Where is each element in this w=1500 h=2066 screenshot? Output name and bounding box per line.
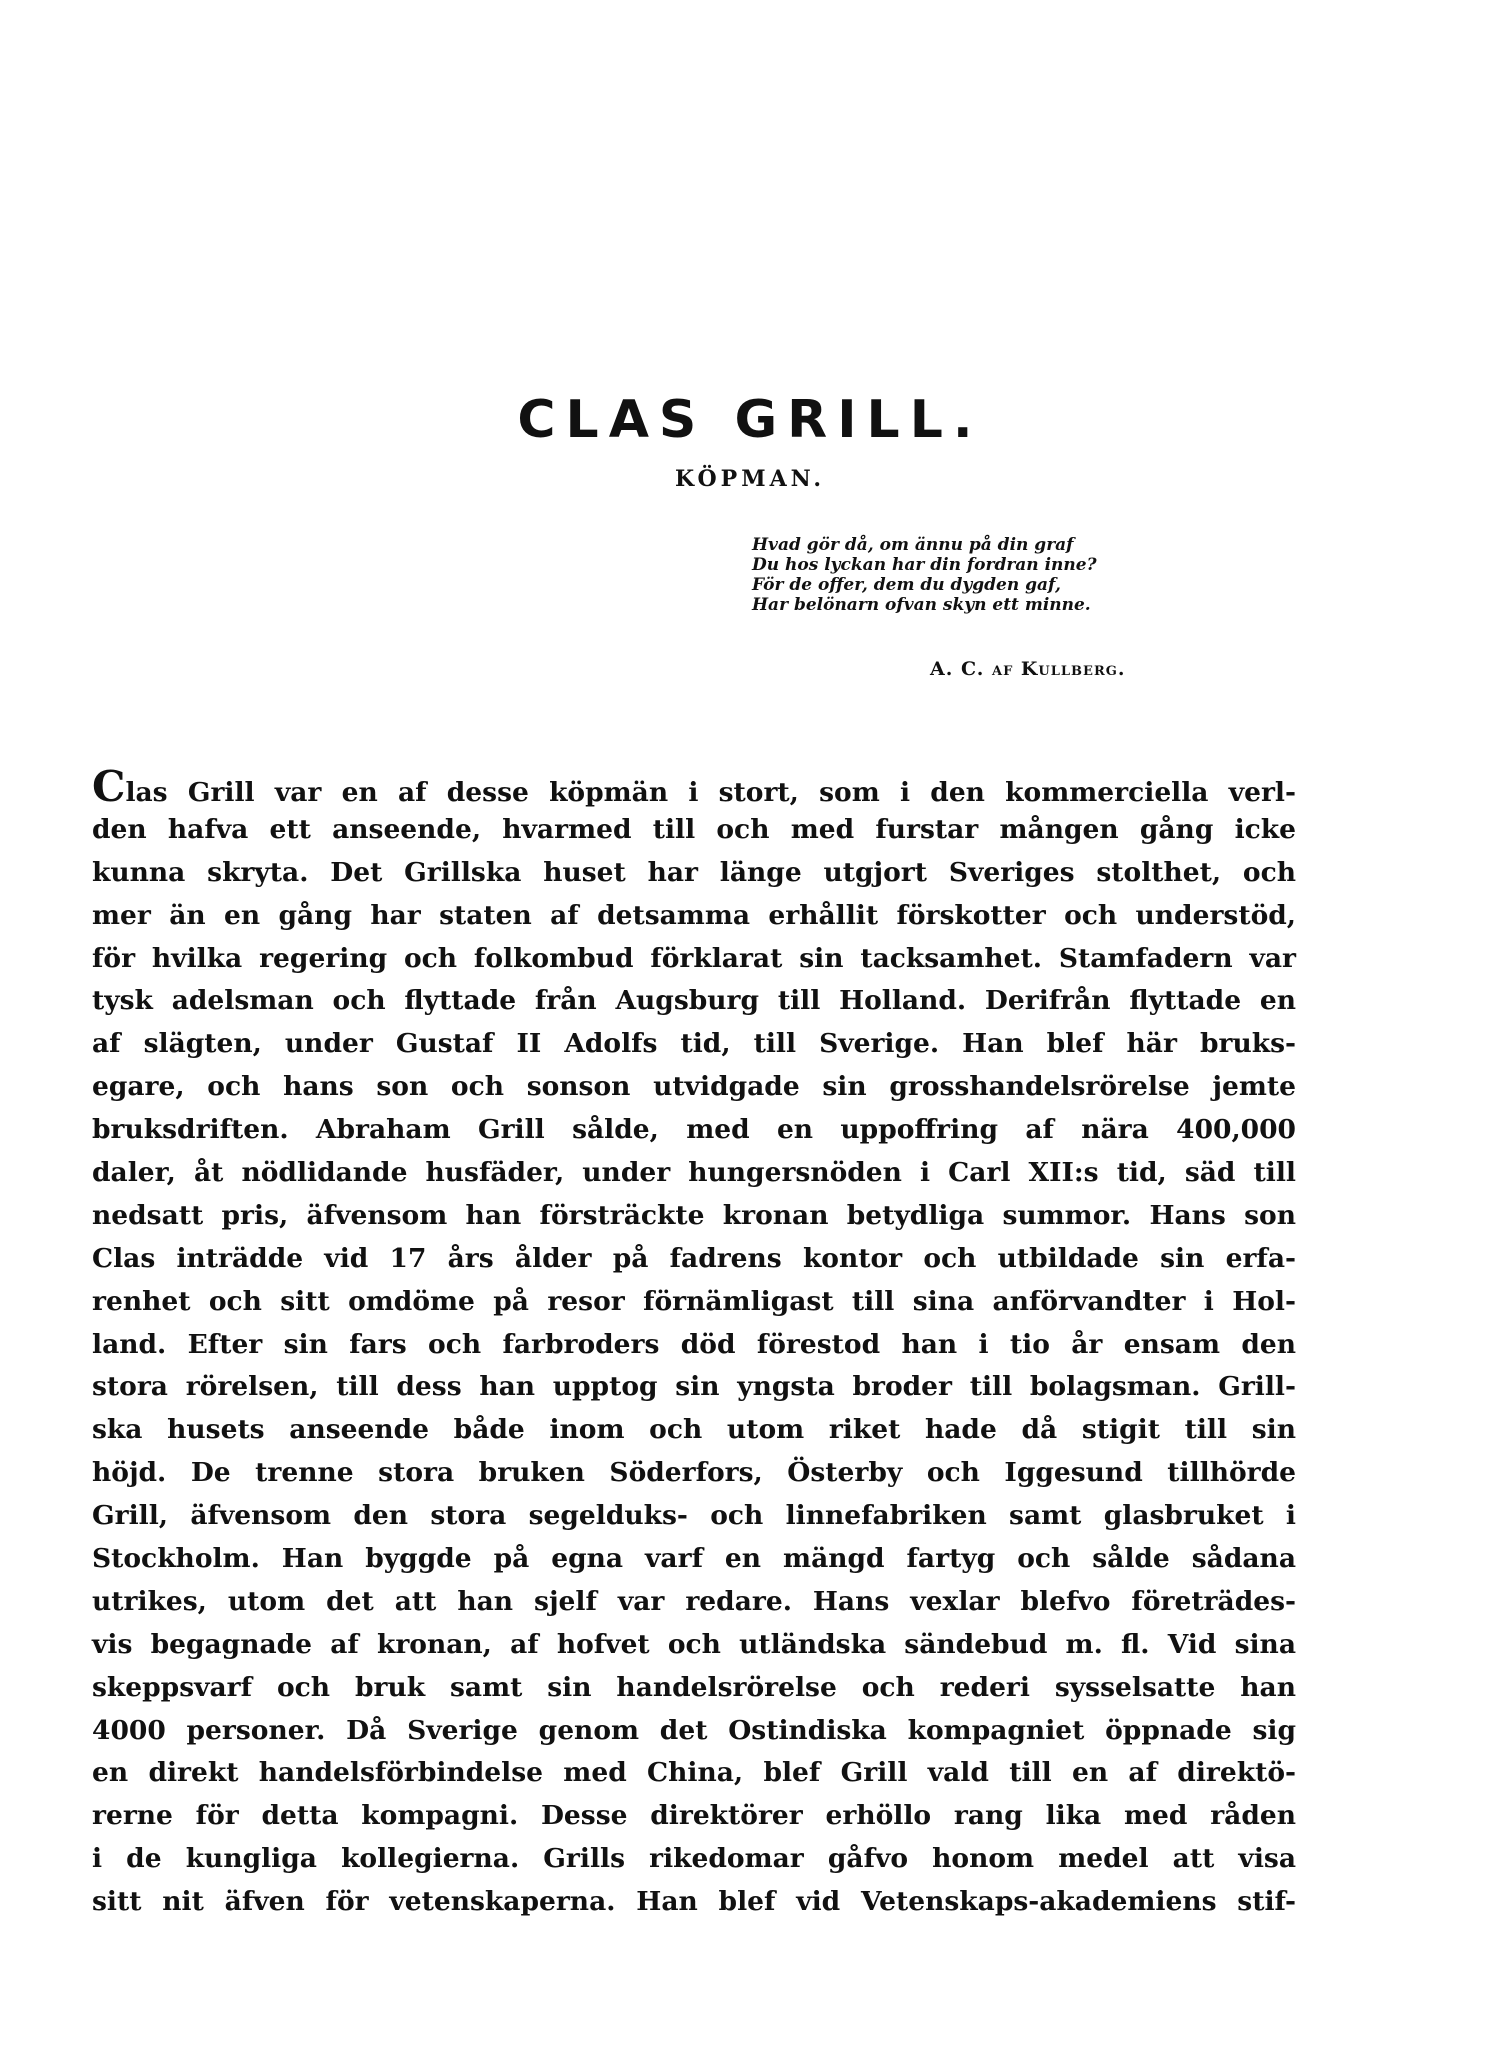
body-line: bruksdriften. Abraham Grill sålde, med en uppoffring af nära 400,000 [92,1114,1296,1146]
body-line: land. Efter sin fars och farbroders död förestod han i tio år ensam den [92,1328,1296,1360]
body-line: Clas inträdde vid 17 års ålder på fadrens kontor och utbildade sin erfa- [92,1242,1296,1274]
body-line: 4000 personer. Då Sverige genom det Ostindiska kompagniet öppnade sig [92,1714,1296,1746]
epigraph-line: Du hos lyckan har din fordran inne? [752,555,1097,575]
body-line: Stockholm. Han byggde på egna varf en mängd fartyg och sålde sådana [92,1543,1296,1575]
body-line: Grill, äfvensom den stora segelduks- och linnefabriken samt glasbruket i [92,1500,1296,1532]
body-line: utrikes, utom det att han sjelf var redare. Hans vexlar blefvo företrädes- [92,1585,1296,1617]
body-line: rerne för detta kompagni. Desse direktörer erhöllo rang lika med råden [92,1800,1296,1832]
body-line: den hafva ett anseende, hvarmed till och med furstar mången gång icke [92,813,1296,845]
body-line: daler, åt nödlidande husfäder, under hungersnöden i Carl XII:s tid, säd till [92,1157,1296,1189]
body-line: mer än en gång har staten af detsamma erhållit förskotter och understöd, [92,899,1296,931]
body-line: nedsatt pris, äfvensom han försträckte kronan betydliga summor. Hans son [92,1199,1296,1231]
body-line: skeppsvarf och bruk samt sin handelsrörelse och rederi sysselsatte han [92,1671,1296,1703]
body-line: af slägten, under Gustaf II Adolfs tid, till Sverige. Han blef här bruks- [92,1028,1296,1060]
body-text [92,762,1296,1924]
epigraph-line: Har belönarn ofvan skyn ett minne. [752,595,1091,615]
body-line: för hvilka regering och folkombud förklarat sin tacksamhet. Stamfadern var [92,942,1296,974]
page-subtitle: KÖPMAN. [674,466,826,492]
body-line: ska husets anseende både inom och utom riket hade då stigit till sin [92,1414,1296,1446]
body-line: renhet och sitt omdöme på resor förnämligast till sina anförvandter i Hol- [92,1285,1296,1317]
epigraph-line: Hvad gör då, om ännu på din graf [752,535,1074,555]
body-line: höjd. De trenne stora bruken Söderfors, Österby och Iggesund tillhörde [92,1457,1296,1489]
body-line: stora rörelsen, till dess han upptog sin yngsta broder till bolagsman. Grill- [92,1371,1296,1403]
epigraph [752,535,1272,615]
body-line: en direkt handelsförbindelse med China, blef Grill vald till en af direktö- [92,1757,1296,1789]
body-line: Clas Grill var en af desse köpmän i stort, som i den kommerciella verl- [92,762,1296,811]
body-line: sitt nit äfven för vetenskaperna. Han blef vid Vetenskaps-akademiens stif- [92,1886,1296,1918]
page-title: CLAS GRILL. [517,390,983,450]
epigraph-line: För de offer, dem du dygden gaf, [752,575,1061,595]
body-line: tysk adelsman och flyttade från Augsburg till Holland. Derifrån flyttade en [92,985,1296,1017]
body-line: vis begagnade af kronan, af hofvet och utländska sändebud m. fl. Vid sina [92,1628,1296,1660]
epigraph-attribution: A. C. af Kullberg. [930,658,1126,680]
body-line: i de kungliga kollegierna. Grills rikedomar gåfvo honom medel att visa [92,1843,1296,1875]
body-line: egare, och hans son och sonson utvidgade sin grosshandelsrörelse jemte [92,1071,1296,1103]
body-line: kunna skryta. Det Grillska huset har länge utgjort Sveriges stolthet, och [92,856,1296,888]
